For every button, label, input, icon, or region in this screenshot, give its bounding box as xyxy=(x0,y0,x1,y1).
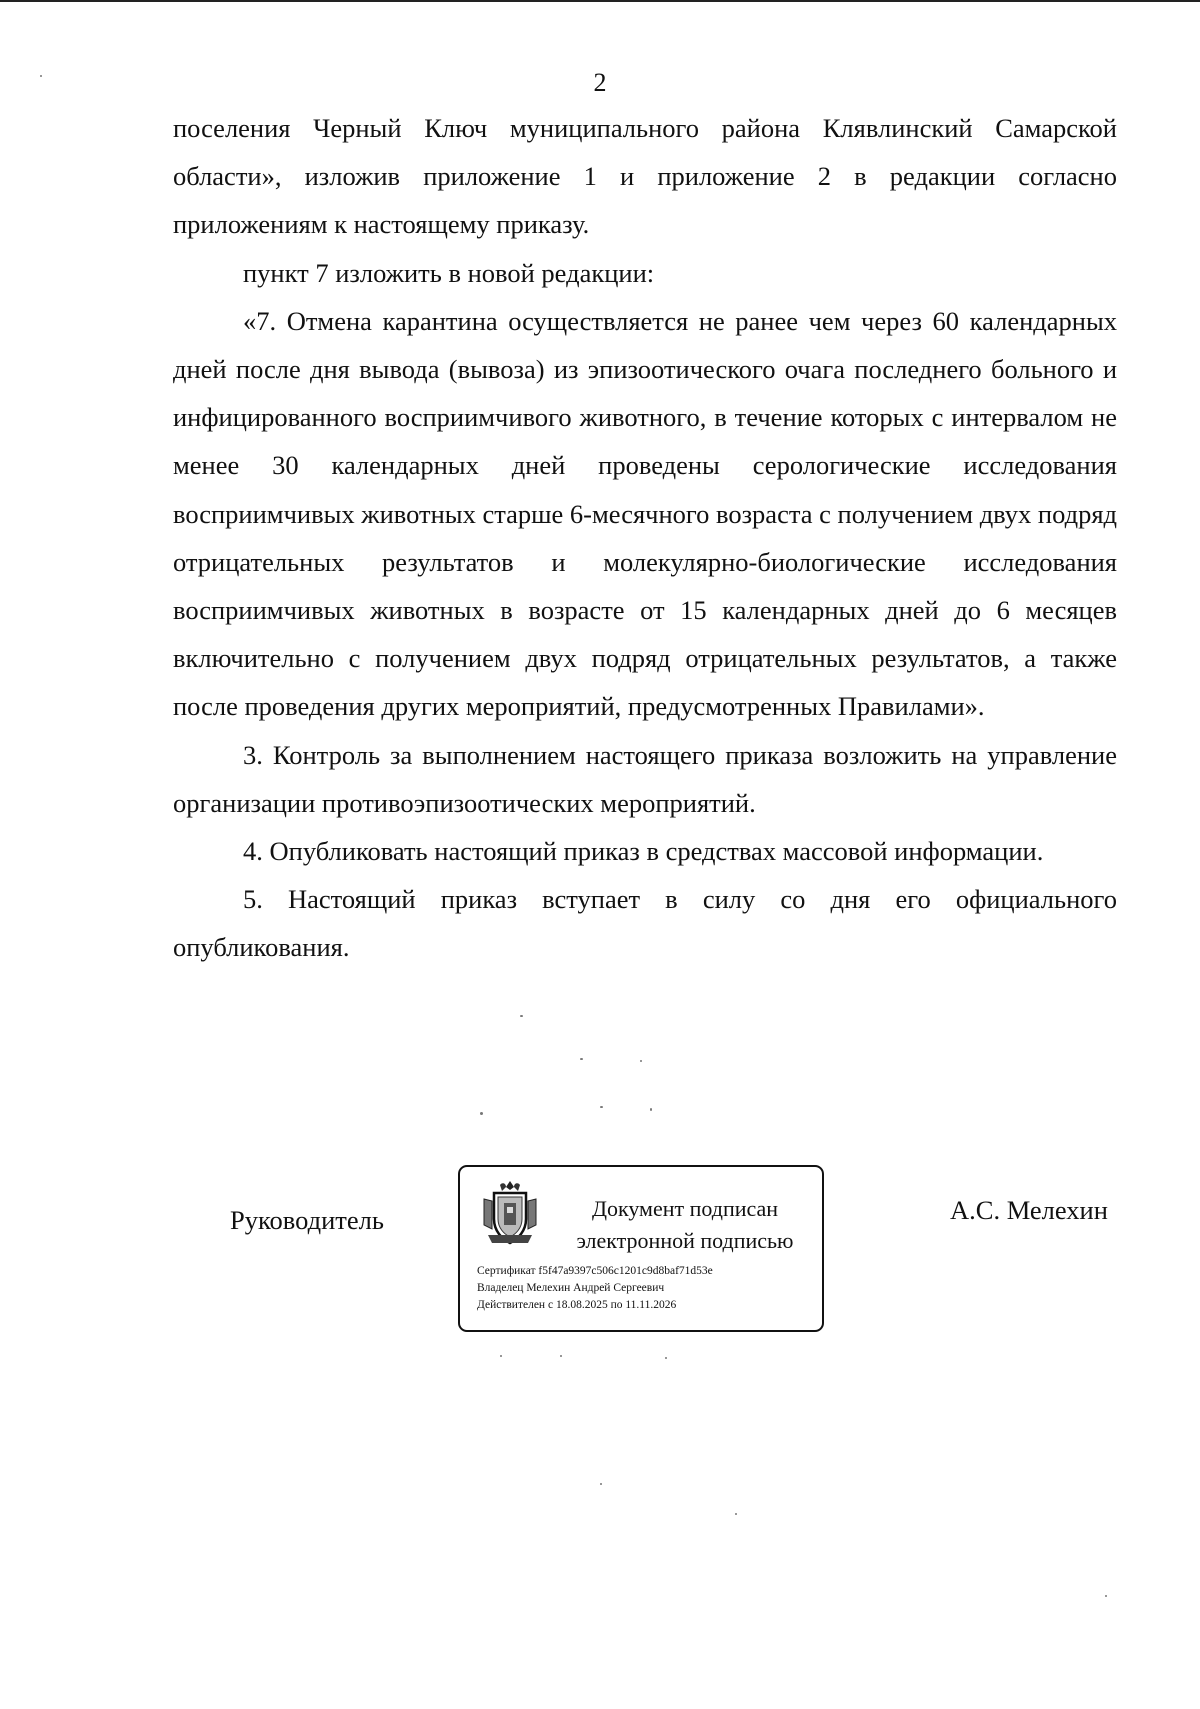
stamp-validity: Действителен с 18.08.2025 по 11.11.2026 xyxy=(477,1299,677,1311)
scan-speck xyxy=(640,1060,642,1062)
paragraph-point-7-intro: пункт 7 изложить в новой редакции: xyxy=(243,257,655,288)
paragraph-item-3: 3. Контроль за выполнением настоящего приказа возложить на управление организации противоэпизоотических мероприятий. xyxy=(173,739,1117,818)
scan-speck xyxy=(735,1513,737,1515)
scan-speck xyxy=(665,1357,667,1359)
scan-speck xyxy=(40,75,42,77)
signer-position: Руководитель xyxy=(230,1205,384,1235)
scan-speck xyxy=(520,1015,523,1017)
scan-speck xyxy=(650,1108,652,1111)
paragraph-item-4: 4. Опубликовать настоящий приказ в средствах массовой информации. xyxy=(243,836,1044,867)
paragraph-item-5: 5. Настоящий приказ вступает в силу со дня его официального опубликования. xyxy=(173,884,1117,963)
signature-block xyxy=(0,1165,1200,1335)
document-body xyxy=(173,104,1117,972)
electronic-signature-stamp xyxy=(458,1165,824,1332)
scan-speck xyxy=(560,1355,562,1357)
scan-speck xyxy=(500,1355,502,1357)
stamp-heading-line1: Документ подписан xyxy=(591,1196,779,1221)
scan-speck xyxy=(580,1058,583,1060)
top-edge-rule xyxy=(0,0,1200,2)
signer-name: А.С. Мелехин xyxy=(950,1195,1108,1225)
scan-speck xyxy=(480,1112,483,1115)
stamp-certificate: Сертификат f5f47a9397c506c1201c9d8baf71d53e xyxy=(477,1265,713,1277)
scan-speck xyxy=(600,1483,602,1485)
scan-speck xyxy=(600,1106,603,1108)
stamp-owner: Владелец Мелехин Андрей Сергеевич xyxy=(477,1282,665,1294)
page-number: 2 xyxy=(593,68,607,97)
stamp-details xyxy=(477,1263,817,1314)
stamp-heading-line2: электронной подписью xyxy=(576,1228,794,1253)
scan-speck xyxy=(1105,1595,1107,1597)
paragraph-continuation: поселения Черный Ключ муниципального района Клявлинский Самарской области», изложив приложение 1 и приложение 2 в редакции согласно приложениям к настоящему приказу. xyxy=(173,113,1117,240)
stamp-heading xyxy=(560,1193,810,1257)
coat-of-arms-icon xyxy=(480,1179,540,1247)
paragraph-point-7-text: «7. Отмена карантина осуществляется не ранее чем через 60 календарных дней после дня вывода (вывоза) из эпизоотического очага последнего больного и инфицированного восприимчивого животного, в течение которых с интервалом не менее 30 календарных дней проведены серологические исследования восприимчивых животных старше 6-месячного возраста с получением двух подряд отрицательных результатов и молекулярно-биологические исследования восприимчивых животных в возрасте от 15 календарных дней до 6 месяцев включительно с получением двух подряд отрицательных результатов, а также после проведения других мероприятий, предусмотренных Правилами». xyxy=(173,305,1117,722)
